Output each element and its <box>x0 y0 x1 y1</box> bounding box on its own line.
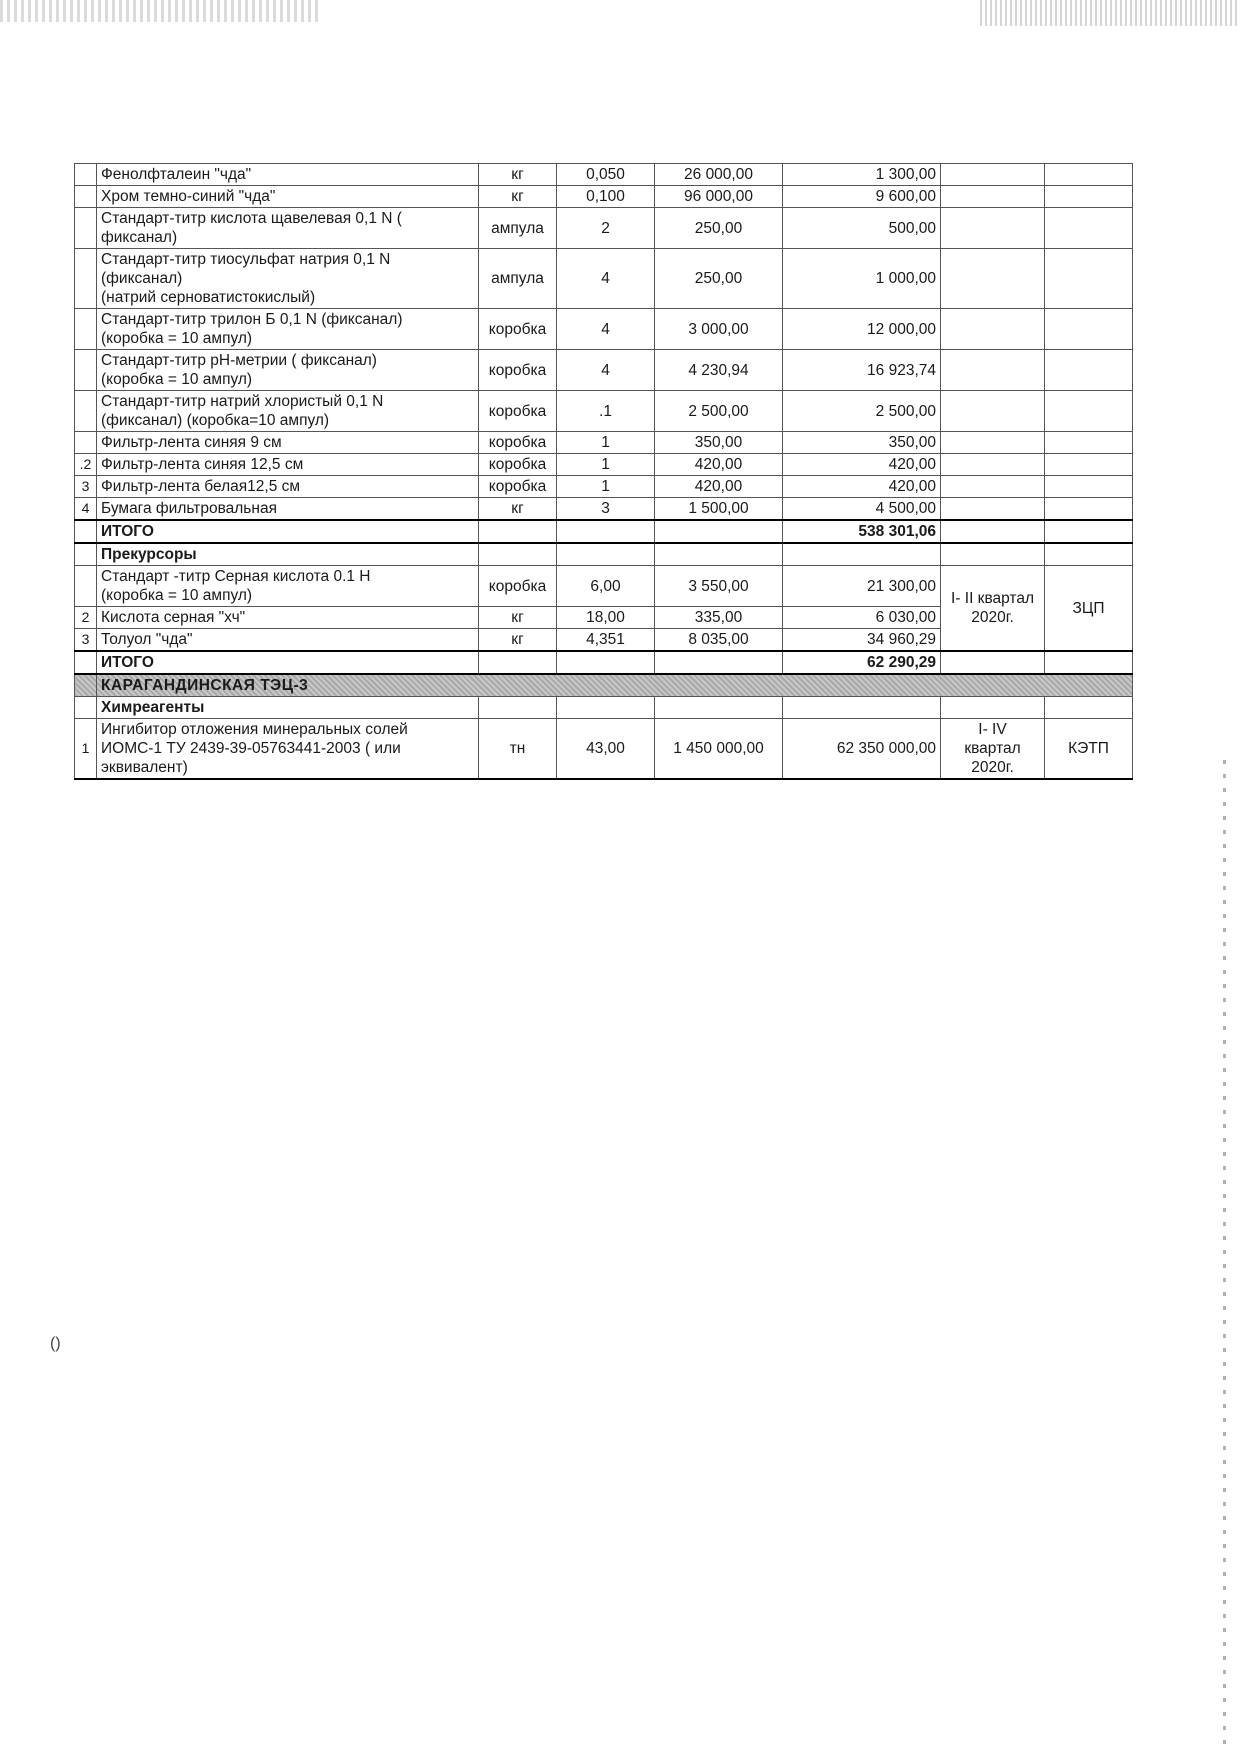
table-row <box>75 309 1133 350</box>
item-quantity: 1 <box>557 432 655 454</box>
item-unit: кг <box>479 186 557 208</box>
row-number: 3 <box>75 629 97 652</box>
table-row <box>75 391 1133 432</box>
delivery-period: I- II квартал 2020г. <box>941 566 1045 652</box>
scan-artifact-top-right <box>980 0 1240 26</box>
row-number <box>75 249 97 309</box>
empty-cell <box>557 520 655 543</box>
item-unit: кг <box>479 164 557 186</box>
item-unit: коробка <box>479 454 557 476</box>
place-cell <box>1045 432 1133 454</box>
item-sum: 62 350 000,00 <box>783 719 941 780</box>
table-row <box>75 186 1133 208</box>
item-unit: тн <box>479 719 557 780</box>
item-price: 1 450 000,00 <box>655 719 783 780</box>
item-unit: коробка <box>479 476 557 498</box>
period-cell <box>941 391 1045 432</box>
empty-cell <box>655 520 783 543</box>
item-sum: 420,00 <box>783 454 941 476</box>
period-cell <box>941 697 1045 719</box>
item-quantity: 2 <box>557 208 655 249</box>
total-label: ИТОГО <box>97 651 479 674</box>
place-cell <box>1045 651 1133 674</box>
item-name: Фильтр-лента синяя 9 см <box>97 432 479 454</box>
delivery-period: I- IV квартал 2020г. <box>941 719 1045 780</box>
item-unit: коробка <box>479 391 557 432</box>
place-cell <box>1045 697 1133 719</box>
place-cell <box>1045 249 1133 309</box>
row-number <box>75 674 97 697</box>
table-row <box>75 249 1133 309</box>
item-price: 4 230,94 <box>655 350 783 391</box>
item-price: 3 000,00 <box>655 309 783 350</box>
period-cell <box>941 432 1045 454</box>
empty-cell <box>479 520 557 543</box>
table-row <box>75 476 1133 498</box>
item-quantity: 4 <box>557 249 655 309</box>
item-price: 2 500,00 <box>655 391 783 432</box>
item-price: 96 000,00 <box>655 186 783 208</box>
item-price: 1 500,00 <box>655 498 783 521</box>
place-cell <box>1045 208 1133 249</box>
section-title: Прекурсоры <box>97 543 479 566</box>
row-number: 1 <box>75 719 97 780</box>
item-unit: кг <box>479 498 557 521</box>
row-number <box>75 186 97 208</box>
period-cell <box>941 476 1045 498</box>
place-cell <box>1045 391 1133 432</box>
item-name: Стандарт-титр трилон Б 0,1 N (фиксанал) (коробка = 10 ампул) <box>97 309 479 350</box>
item-unit: кг <box>479 629 557 652</box>
place-cell <box>1045 350 1133 391</box>
place-cell <box>1045 520 1133 543</box>
row-number <box>75 309 97 350</box>
empty-cell <box>479 543 557 566</box>
row-number <box>75 566 97 607</box>
row-number: 2 <box>75 607 97 629</box>
table-body <box>75 164 1133 780</box>
period-cell <box>941 186 1045 208</box>
item-price: 250,00 <box>655 208 783 249</box>
item-name: Фильтр-лента синяя 12,5 см <box>97 454 479 476</box>
item-name: Хром темно-синий "чда" <box>97 186 479 208</box>
item-unit: коробка <box>479 566 557 607</box>
item-sum: 21 300,00 <box>783 566 941 607</box>
item-sum: 1 000,00 <box>783 249 941 309</box>
period-cell <box>941 164 1045 186</box>
scan-mark: () <box>50 1335 61 1352</box>
item-name: Стандарт-титр тиосульфат натрия 0,1 N (фиксанал) (натрий серноватистокислый) <box>97 249 479 309</box>
table-row <box>75 350 1133 391</box>
item-unit: ампула <box>479 249 557 309</box>
item-quantity: 0,050 <box>557 164 655 186</box>
row-number: 4 <box>75 498 97 521</box>
row-number <box>75 651 97 674</box>
row-number <box>75 520 97 543</box>
place-cell <box>1045 498 1133 521</box>
place-cell <box>1045 309 1133 350</box>
item-price: 350,00 <box>655 432 783 454</box>
row-number: 3 <box>75 476 97 498</box>
item-quantity: 4,351 <box>557 629 655 652</box>
place-cell <box>1045 476 1133 498</box>
item-sum: 2 500,00 <box>783 391 941 432</box>
item-name: Ингибитор отложения минеральных солей ИОМС-1 ТУ 2439-39-05763441-2003 ( или эквивалент) <box>97 719 479 780</box>
table-row <box>75 164 1133 186</box>
item-sum: 1 300,00 <box>783 164 941 186</box>
item-price: 26 000,00 <box>655 164 783 186</box>
period-cell <box>941 208 1045 249</box>
row-number <box>75 164 97 186</box>
period-cell <box>941 498 1045 521</box>
empty-cell <box>655 651 783 674</box>
table-row <box>75 208 1133 249</box>
item-quantity: 6,00 <box>557 566 655 607</box>
item-price: 335,00 <box>655 607 783 629</box>
item-name: Стандарт -титр Серная кислота 0.1 Н (коробка = 10 ампул) <box>97 566 479 607</box>
item-quantity: .1 <box>557 391 655 432</box>
period-cell <box>941 543 1045 566</box>
item-unit: коробка <box>479 432 557 454</box>
item-quantity: 18,00 <box>557 607 655 629</box>
row-number: .2 <box>75 454 97 476</box>
item-name: Стандарт-титр кислота щавелевая 0,1 N ( фиксанал) <box>97 208 479 249</box>
item-price: 8 035,00 <box>655 629 783 652</box>
empty-cell <box>479 697 557 719</box>
period-cell <box>941 454 1045 476</box>
organization-title: КАРАГАНДИНСКАЯ ТЭЦ-3 <box>97 674 1133 697</box>
item-price: 250,00 <box>655 249 783 309</box>
organization-row <box>75 674 1133 697</box>
row-number <box>75 697 97 719</box>
section-row <box>75 543 1133 566</box>
item-sum: 500,00 <box>783 208 941 249</box>
item-price: 420,00 <box>655 454 783 476</box>
delivery-place: ЗЦП <box>1045 566 1133 652</box>
item-name: Кислота серная "хч" <box>97 607 479 629</box>
item-name: Фильтр-лента белая12,5 см <box>97 476 479 498</box>
empty-cell <box>783 697 941 719</box>
place-cell <box>1045 186 1133 208</box>
item-quantity: 4 <box>557 350 655 391</box>
item-sum: 350,00 <box>783 432 941 454</box>
empty-cell <box>557 543 655 566</box>
procurement-table <box>74 163 1133 780</box>
row-number <box>75 208 97 249</box>
item-sum: 16 923,74 <box>783 350 941 391</box>
total-row <box>75 651 1133 674</box>
item-sum: 34 960,29 <box>783 629 941 652</box>
place-cell <box>1045 164 1133 186</box>
row-number <box>75 432 97 454</box>
item-sum: 12 000,00 <box>783 309 941 350</box>
table-row <box>75 498 1133 521</box>
item-quantity: 4 <box>557 309 655 350</box>
item-quantity: 3 <box>557 498 655 521</box>
item-unit: ампула <box>479 208 557 249</box>
empty-cell <box>557 651 655 674</box>
empty-cell <box>655 697 783 719</box>
section-row <box>75 697 1133 719</box>
row-number <box>75 350 97 391</box>
empty-cell <box>783 543 941 566</box>
total-label: ИТОГО <box>97 520 479 543</box>
item-name: Бумага фильтровальная <box>97 498 479 521</box>
item-quantity: 43,00 <box>557 719 655 780</box>
item-sum: 9 600,00 <box>783 186 941 208</box>
total-sum: 62 290,29 <box>783 651 941 674</box>
item-sum: 6 030,00 <box>783 607 941 629</box>
section-title: Химреагенты <box>97 697 479 719</box>
empty-cell <box>479 651 557 674</box>
empty-cell <box>557 697 655 719</box>
row-number <box>75 543 97 566</box>
item-name: Стандарт-титр рН-метрии ( фиксанал) (коробка = 10 ампул) <box>97 350 479 391</box>
empty-cell <box>655 543 783 566</box>
item-name: Фенолфталеин "чда" <box>97 164 479 186</box>
item-sum: 4 500,00 <box>783 498 941 521</box>
item-unit: коробка <box>479 350 557 391</box>
row-number <box>75 391 97 432</box>
period-cell <box>941 309 1045 350</box>
scan-artifact-right-edge <box>1223 760 1226 1750</box>
period-cell <box>941 651 1045 674</box>
place-cell <box>1045 543 1133 566</box>
scan-artifact-top-left <box>0 0 320 22</box>
table-row <box>75 432 1133 454</box>
total-sum: 538 301,06 <box>783 520 941 543</box>
item-quantity: 1 <box>557 476 655 498</box>
period-cell <box>941 249 1045 309</box>
item-quantity: 1 <box>557 454 655 476</box>
item-name: Толуол "чда" <box>97 629 479 652</box>
item-sum: 420,00 <box>783 476 941 498</box>
item-name: Стандарт-титр натрий хлористый 0,1 N (фиксанал) (коробка=10 ампул) <box>97 391 479 432</box>
table-row <box>75 566 1133 607</box>
table-row <box>75 454 1133 476</box>
delivery-place: КЭТП <box>1045 719 1133 780</box>
item-unit: кг <box>479 607 557 629</box>
item-price: 3 550,00 <box>655 566 783 607</box>
place-cell <box>1045 454 1133 476</box>
period-cell <box>941 520 1045 543</box>
item-unit: коробка <box>479 309 557 350</box>
total-row <box>75 520 1133 543</box>
table-row <box>75 719 1133 780</box>
period-cell <box>941 350 1045 391</box>
item-quantity: 0,100 <box>557 186 655 208</box>
item-price: 420,00 <box>655 476 783 498</box>
